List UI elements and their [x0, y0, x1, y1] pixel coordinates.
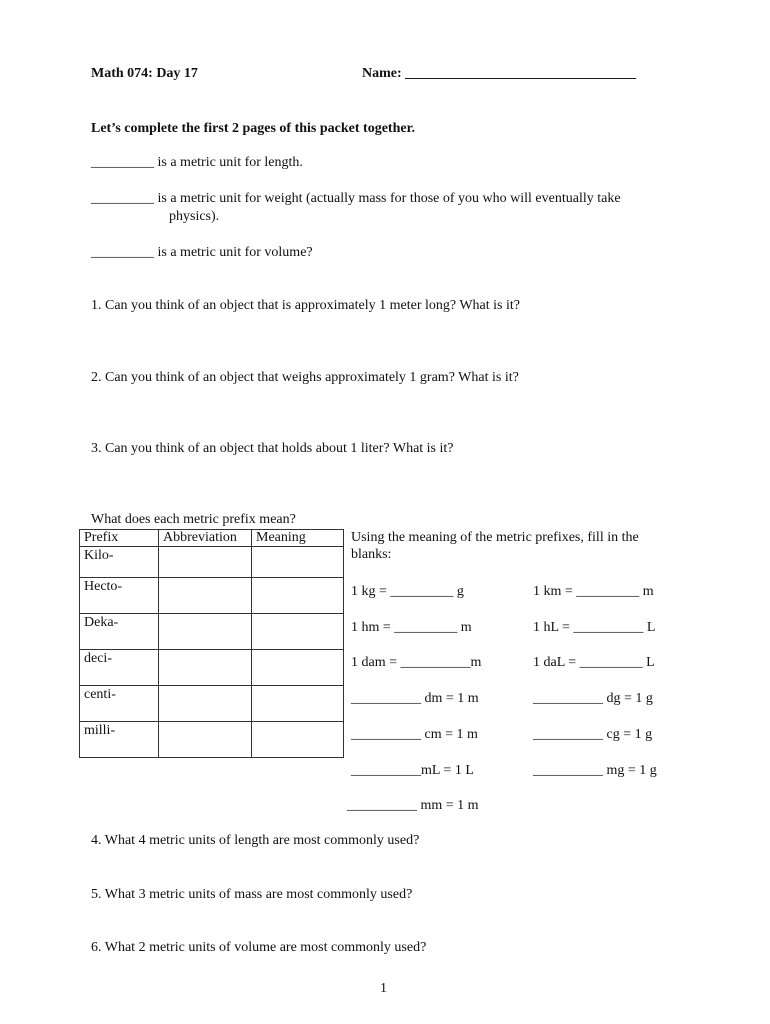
page-number: 1	[380, 981, 387, 996]
blank-weight-cont: physics).	[169, 209, 220, 224]
table-row	[80, 650, 344, 686]
table-row	[80, 578, 344, 614]
meaning-cell[interactable]	[252, 686, 344, 722]
table-row	[80, 722, 344, 758]
prefix-cell: Kilo-	[80, 547, 159, 578]
abbreviation-cell[interactable]	[159, 722, 252, 758]
prefix-cell: Hecto-	[80, 578, 159, 614]
conversion-hl[interactable]: 1 hL = __________ L	[533, 620, 656, 635]
header-abbreviation: Abbreviation	[159, 530, 252, 547]
abbreviation-cell[interactable]	[159, 650, 252, 686]
fill-instructions: Using the meaning of the metric prefixes, fill in the	[351, 530, 639, 545]
table-row	[80, 547, 344, 578]
conversion-km[interactable]: 1 km = _________ m	[533, 584, 654, 599]
meaning-cell[interactable]	[252, 578, 344, 614]
conversion-dm[interactable]: __________ dm = 1 m	[351, 691, 479, 706]
prefix-cell: deci-	[80, 650, 159, 686]
conversion-kg[interactable]: 1 kg = _________ g	[351, 584, 464, 599]
prefix-table	[79, 529, 344, 758]
question-3: 3. Can you think of an object that holds about 1 liter? What is it?	[91, 441, 454, 456]
meaning-cell[interactable]	[252, 650, 344, 686]
abbreviation-cell[interactable]	[159, 578, 252, 614]
prefix-cell: centi-	[80, 686, 159, 722]
conversion-mg[interactable]: __________ mg = 1 g	[533, 763, 657, 778]
conversion-hm[interactable]: 1 hm = _________ m	[351, 620, 472, 635]
question-1: 1. Can you think of an object that is approximately 1 meter long? What is it?	[91, 298, 520, 313]
blank-volume: _________ is a metric unit for volume?	[91, 245, 313, 260]
abbreviation-cell[interactable]	[159, 547, 252, 578]
conversion-ml[interactable]: __________mL = 1 L	[351, 763, 474, 778]
table-caption: What does each metric prefix mean?	[91, 512, 296, 527]
header-prefix: Prefix	[80, 530, 159, 547]
meaning-cell[interactable]	[252, 547, 344, 578]
question-6: 6. What 2 metric units of volume are most commonly used?	[91, 940, 427, 955]
conversion-dam[interactable]: 1 dam = __________m	[351, 655, 482, 670]
question-4: 4. What 4 metric units of length are most commonly used?	[91, 833, 420, 848]
abbreviation-cell[interactable]	[159, 686, 252, 722]
intro-text: Let’s complete the first 2 pages of this packet together.	[91, 121, 416, 136]
blank-weight: _________ is a metric unit for weight (actually mass for those of you who will eventually take	[91, 191, 621, 206]
meaning-cell[interactable]	[252, 614, 344, 650]
fill-instructions-cont: blanks:	[351, 547, 392, 562]
question-5: 5. What 3 metric units of mass are most commonly used?	[91, 887, 413, 902]
conversion-dal[interactable]: 1 daL = _________ L	[533, 655, 655, 670]
abbreviation-cell[interactable]	[159, 614, 252, 650]
prefix-cell: Deka-	[80, 614, 159, 650]
conversion-cg[interactable]: __________ cg = 1 g	[533, 727, 653, 742]
question-2: 2. Can you think of an object that weighs approximately 1 gram? What is it?	[91, 370, 519, 385]
table-row	[80, 614, 344, 650]
conversion-dg[interactable]: __________ dg = 1 g	[533, 691, 653, 706]
meaning-cell[interactable]	[252, 722, 344, 758]
course-day-heading: Math 074: Day 17	[91, 66, 198, 81]
prefix-cell: milli-	[80, 722, 159, 758]
name-field[interactable]: Name: _________________________________	[362, 66, 637, 81]
conversion-mm[interactable]: __________ mm = 1 m	[347, 798, 479, 813]
table-row	[80, 686, 344, 722]
blank-length: _________ is a metric unit for length.	[91, 155, 303, 170]
conversion-cm[interactable]: __________ cm = 1 m	[351, 727, 478, 742]
header-meaning: Meaning	[252, 530, 344, 547]
